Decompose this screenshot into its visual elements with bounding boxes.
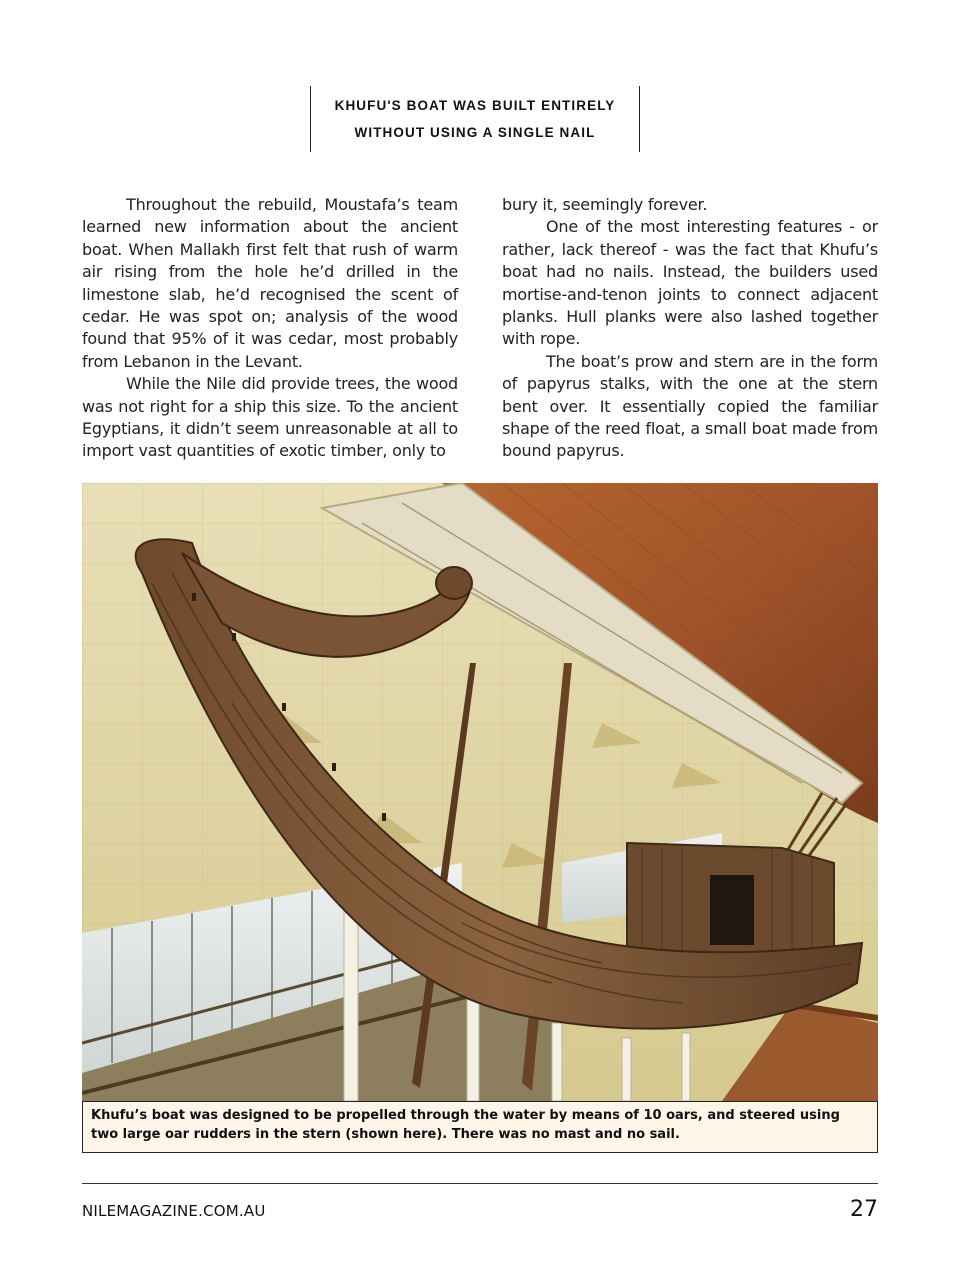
pull-quote-line-1: KHUFU'S BOAT WAS BUILT ENTIRELY	[334, 98, 616, 113]
cabin-doorway	[710, 875, 754, 945]
photo-caption: Khufu’s boat was designed to be propelled through the water by means of 10 oars, and steered using two large oar rudders in the stern (shown here). There was no mast and no sail.	[82, 1101, 878, 1153]
footer-website: NILEMAGAZINE.COM.AU	[82, 1202, 266, 1220]
article-paragraph: One of the most interesting features - or rather, lack thereof - was the fact that Khufu’s boat had no nails. Instead, the builders used mortise-and-tenon joints to connect adjacent planks. Hull planks were also lashed together with rope.	[502, 217, 878, 349]
footer-rule	[82, 1183, 878, 1184]
article-column-right	[502, 194, 878, 463]
page-number: 27	[850, 1197, 878, 1222]
boat-photo	[82, 483, 878, 1101]
article-paragraph: Throughout the rebuild, Moustafa’s team learned new information about the ancient boat. When Mallakh first felt that rush of warm air rising from the hole he’d drilled in the limestone slab, he’d recognised the scent of cedar. He was spot on; analysis of the wood found that 95% of it was cedar, most probably from Lebanon in the Levant.	[82, 195, 458, 371]
article-paragraph: The boat’s prow and stern are in the form of papyrus stalks, with the one at the stern bent over. It essentially copied the familiar shape of the reed float, a small boat made from bound papyrus.	[502, 351, 878, 461]
article-paragraph-continued: bury it, seemingly forever.	[502, 195, 708, 214]
pull-quote-line-2: WITHOUT USING A SINGLE NAIL	[354, 125, 596, 140]
pull-quote	[310, 86, 640, 152]
article-paragraph: While the Nile did provide trees, the wood was not right for a ship this size. To the ancient Egyptians, it didn’t seem unreasonable at all to import vast quantities of exotic timber, only to	[82, 374, 458, 461]
article-column-left	[82, 194, 458, 463]
